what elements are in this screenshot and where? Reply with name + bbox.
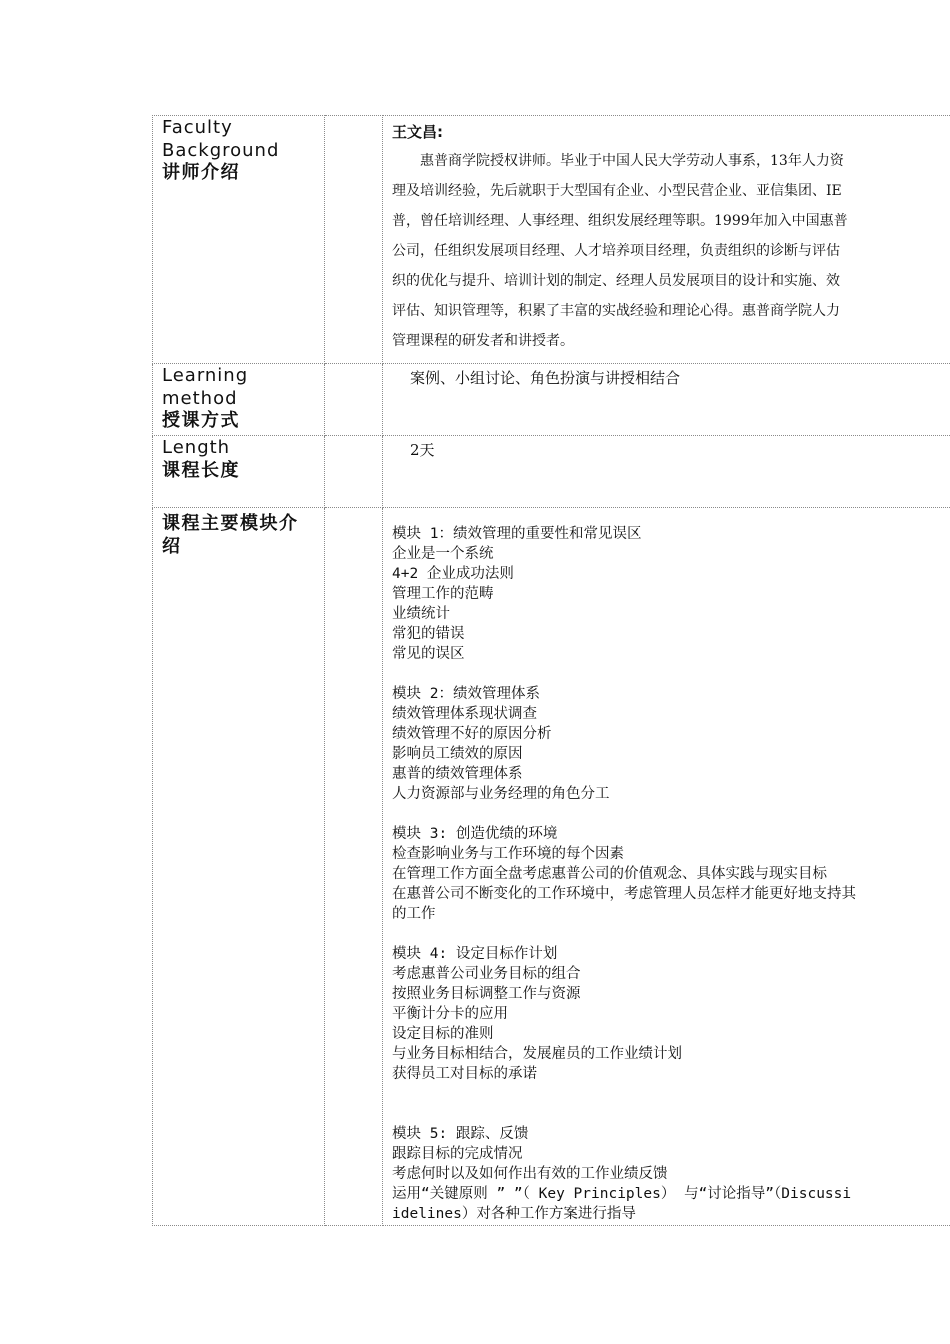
method-label-en-1: Learning (162, 365, 249, 386)
module-item: 考虑惠普公司业务目标的组合 (392, 966, 581, 982)
module-item: 4+2 企业成功法则 (392, 566, 514, 582)
bio-line: 惠普商学院授权讲师。毕业于中国人民大学劳动人事系，13年人力资 (420, 153, 844, 169)
module-item: 设定目标的准则 (392, 1026, 494, 1042)
module-item: 管理工作的范畴 (392, 586, 494, 602)
faculty-name: 王文昌: (392, 123, 443, 141)
bio-line: 管理课程的研发者和讲授者。 (392, 333, 574, 349)
module-item: 的工作 (392, 906, 436, 922)
module-item: 业绩统计 (392, 606, 450, 622)
length-label-zh: 课程长度 (162, 459, 240, 481)
module-item: 跟踪目标的完成情况 (392, 1146, 523, 1162)
length-label (153, 436, 324, 482)
modules-list (383, 508, 950, 1224)
module-item: 人力资源部与业务经理的角色分工 (392, 786, 610, 802)
bio-line: 理及培训经验，先后就职于大型国有企业、小型民营企业、亚信集团、IE (392, 183, 842, 199)
module-title: 模块 1：绩效管理的重要性和常见误区 (392, 526, 642, 542)
faculty-row (153, 116, 950, 364)
module-item: 在惠普公司不断变化的工作环境中，考虑管理人员怎样才能更好地支持其 (392, 886, 856, 902)
bio-line: 织的优化与提升、培训计划的制定、经理人员发展项目的设计和实施、效 (392, 273, 840, 289)
module-item: 按照业务目标调整工作与资源 (392, 986, 581, 1002)
faculty-bio (392, 146, 950, 356)
module-item: 影响员工绩效的原因 (392, 746, 523, 762)
method-value: 案例、小组讨论、角色扮演与讲授相结合 (410, 369, 681, 387)
bio-line: 公司，任组织发展项目经理、人才培养项目经理，负责组织的诊断与评估 (392, 243, 840, 259)
faculty-content (383, 116, 950, 356)
bio-line: 评估、知识管理等，积累了丰富的实战经验和理论心得。惠普商学院人力 (392, 303, 840, 319)
modules-label-zh-1: 课程主要模块介 (162, 513, 299, 534)
module-item: 平衡计分卡的应用 (392, 1006, 508, 1022)
module-item: 运用“关键原则 ” ”（ Key Principles） 与“讨论指导”（Discussi (392, 1186, 852, 1202)
faculty-label (153, 116, 324, 185)
module-item: idelines）对各种工作方案进行指导 (392, 1206, 636, 1222)
module-4 (392, 944, 950, 1084)
module-item: 常犯的错误 (392, 626, 465, 642)
module-title: 模块 2：绩效管理体系 (392, 686, 540, 702)
module-title: 模块 4: 设定目标作计划 (392, 946, 558, 962)
module-item: 常见的误区 (392, 646, 465, 662)
module-item: 企业是一个系统 (392, 546, 494, 562)
module-item: 绩效管理体系现状调查 (392, 706, 537, 722)
method-label-zh: 授课方式 (162, 410, 240, 431)
module-item: 获得员工对目标的承诺 (392, 1066, 537, 1082)
module-item: 与业务目标相结合，发展雇员的工作业绩计划 (392, 1046, 682, 1062)
course-info-table (152, 115, 950, 1226)
module-item: 绩效管理不好的原因分析 (392, 726, 552, 742)
module-item: 在管理工作方面全盘考虑惠普公司的价值观念、具体实践与现实目标 (392, 866, 827, 882)
module-item: 考虑何时以及如何作出有效的工作业绩反馈 (392, 1166, 668, 1182)
bio-line: 普，曾任培训经理、人事经理、组织发展经理等职。1999年加入中国惠普 (392, 213, 848, 229)
faculty-label-en-1: Faculty (162, 117, 233, 138)
method-label-en-2: method (162, 387, 238, 409)
module-5 (392, 1124, 950, 1224)
length-value: 2天 (410, 441, 435, 459)
modules-label (153, 508, 324, 558)
module-3 (392, 824, 950, 924)
length-label-en: Length (162, 437, 231, 458)
method-label (153, 364, 324, 433)
modules-row (153, 508, 950, 1226)
module-item: 检查影响业务与工作环境的每个因素 (392, 846, 624, 862)
method-row (153, 364, 950, 436)
module-item: 惠普的绩效管理体系 (392, 766, 523, 782)
module-2 (392, 684, 950, 804)
module-title: 模块 3: 创造优绩的环境 (392, 826, 558, 842)
faculty-label-zh: 讲师介绍 (162, 162, 240, 183)
modules-label-zh-2: 绍 (162, 535, 182, 557)
faculty-label-en-2: Background (162, 139, 280, 161)
module-1 (392, 524, 950, 664)
module-title: 模块 5: 跟踪、反馈 (392, 1126, 529, 1142)
length-row (153, 436, 950, 508)
